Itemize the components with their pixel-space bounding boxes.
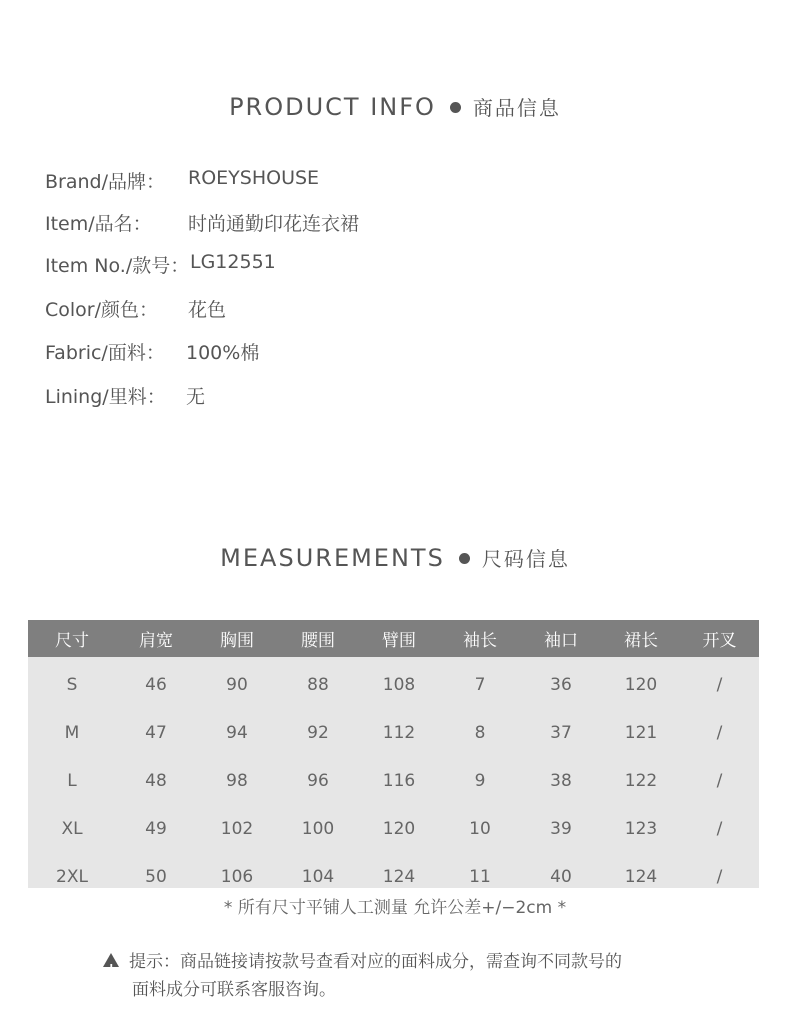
measurements-title-cn: 尺码信息 — [481, 547, 570, 571]
table-cell: 106 — [220, 867, 254, 887]
product-info-value: 时尚通勤印花连衣裙 — [188, 213, 360, 235]
measurements-title-en: MEASUREMENTS — [220, 544, 445, 572]
product-info-title — [0, 92, 790, 121]
product-info-label: Brand/品牌： — [45, 171, 165, 193]
table-header-cell: 肩宽 — [139, 631, 173, 651]
table-cell: 8 — [474, 723, 486, 743]
table-cell: 123 — [624, 819, 658, 839]
table-cell: 46 — [145, 675, 167, 695]
product-info-label: Item/品名： — [45, 213, 152, 235]
table-cell: M — [64, 723, 80, 743]
table-row — [28, 757, 759, 805]
table-header-cell: 尺寸 — [55, 631, 89, 651]
table-cell: 2XL — [56, 867, 88, 887]
table-cell: XL — [61, 819, 83, 839]
table-header-cell: 腰围 — [301, 631, 335, 651]
table-cell: 38 — [550, 771, 572, 791]
product-info-value: 无 — [186, 386, 206, 408]
table-cell: 108 — [382, 675, 416, 695]
product-info-title-cn: 商品信息 — [472, 96, 561, 120]
table-cell: 10 — [469, 819, 491, 839]
product-info-title-en: PRODUCT INFO — [229, 93, 436, 121]
table-cell: 124 — [624, 867, 658, 887]
table-cell: L — [67, 771, 77, 791]
table-cell: 90 — [226, 675, 248, 695]
product-info-value: ROEYSHOUSE — [188, 167, 320, 189]
table-cell: 7 — [474, 675, 486, 695]
measurement-note: * 所有尺寸平铺人工测量 允许公差+/−2cm * — [223, 898, 567, 918]
table-cell: 11 — [469, 867, 491, 887]
size-table-body — [28, 657, 759, 888]
table-cell: / — [716, 771, 723, 791]
product-info-value: 花色 — [188, 299, 227, 321]
table-cell: / — [716, 675, 723, 695]
table-cell: 98 — [226, 771, 248, 791]
table-cell: 92 — [307, 723, 329, 743]
table-header-cell: 开叉 — [702, 631, 737, 651]
table-cell: / — [716, 723, 723, 743]
table-cell: 37 — [550, 723, 572, 743]
table-cell: 120 — [382, 819, 416, 839]
product-info-value: 100%棉 — [186, 342, 260, 364]
table-cell: 49 — [145, 819, 167, 839]
table-cell: 121 — [624, 723, 658, 743]
table-cell: 112 — [382, 723, 416, 743]
table-row — [28, 709, 759, 757]
product-info-value: LG12551 — [190, 251, 276, 273]
table-cell: 124 — [382, 867, 416, 887]
table-header-cell: 臂围 — [382, 631, 416, 651]
tip-line-1: 提示：商品链接请按款号查看对应的面料成分，需查询不同款号的 — [129, 952, 622, 972]
table-cell: 122 — [624, 771, 658, 791]
table-header-cell: 裙长 — [624, 631, 658, 651]
table-cell: 39 — [550, 819, 572, 839]
tip-line-2: 面料成分可联系客服咨询。 — [132, 980, 336, 1000]
product-info-label: Color/颜色： — [45, 299, 159, 321]
table-cell: 40 — [550, 867, 572, 887]
product-info-label: Item No./款号： — [45, 255, 190, 277]
table-cell: 104 — [301, 867, 335, 887]
table-cell: 94 — [226, 723, 248, 743]
size-table-header — [28, 620, 759, 657]
table-cell: 116 — [382, 771, 416, 791]
table-header-cell: 袖口 — [544, 631, 578, 651]
table-row — [28, 805, 759, 853]
bullet-dot-icon — [459, 553, 470, 564]
table-cell: S — [66, 675, 78, 695]
size-table — [28, 620, 759, 888]
tip-notice — [103, 948, 723, 1004]
product-info-label: Lining/里料： — [45, 386, 166, 408]
bullet-dot-icon — [450, 102, 461, 113]
table-row — [28, 661, 759, 709]
table-cell: 96 — [307, 771, 329, 791]
table-cell: 88 — [307, 675, 329, 695]
table-cell: 48 — [145, 771, 167, 791]
table-cell: 102 — [220, 819, 254, 839]
table-cell: 120 — [624, 675, 658, 695]
measurements-title — [0, 543, 790, 572]
table-cell: 9 — [474, 771, 486, 791]
table-cell: 36 — [550, 675, 572, 695]
table-cell: / — [716, 867, 723, 887]
table-header-cell: 袖长 — [463, 631, 497, 651]
table-header-cell: 胸围 — [220, 631, 254, 651]
table-cell: / — [716, 819, 723, 839]
warning-icon — [103, 953, 119, 967]
product-info-label: Fabric/面料： — [45, 342, 165, 364]
table-cell: 50 — [145, 867, 167, 887]
table-cell: 47 — [145, 723, 167, 743]
table-cell: 100 — [301, 819, 335, 839]
